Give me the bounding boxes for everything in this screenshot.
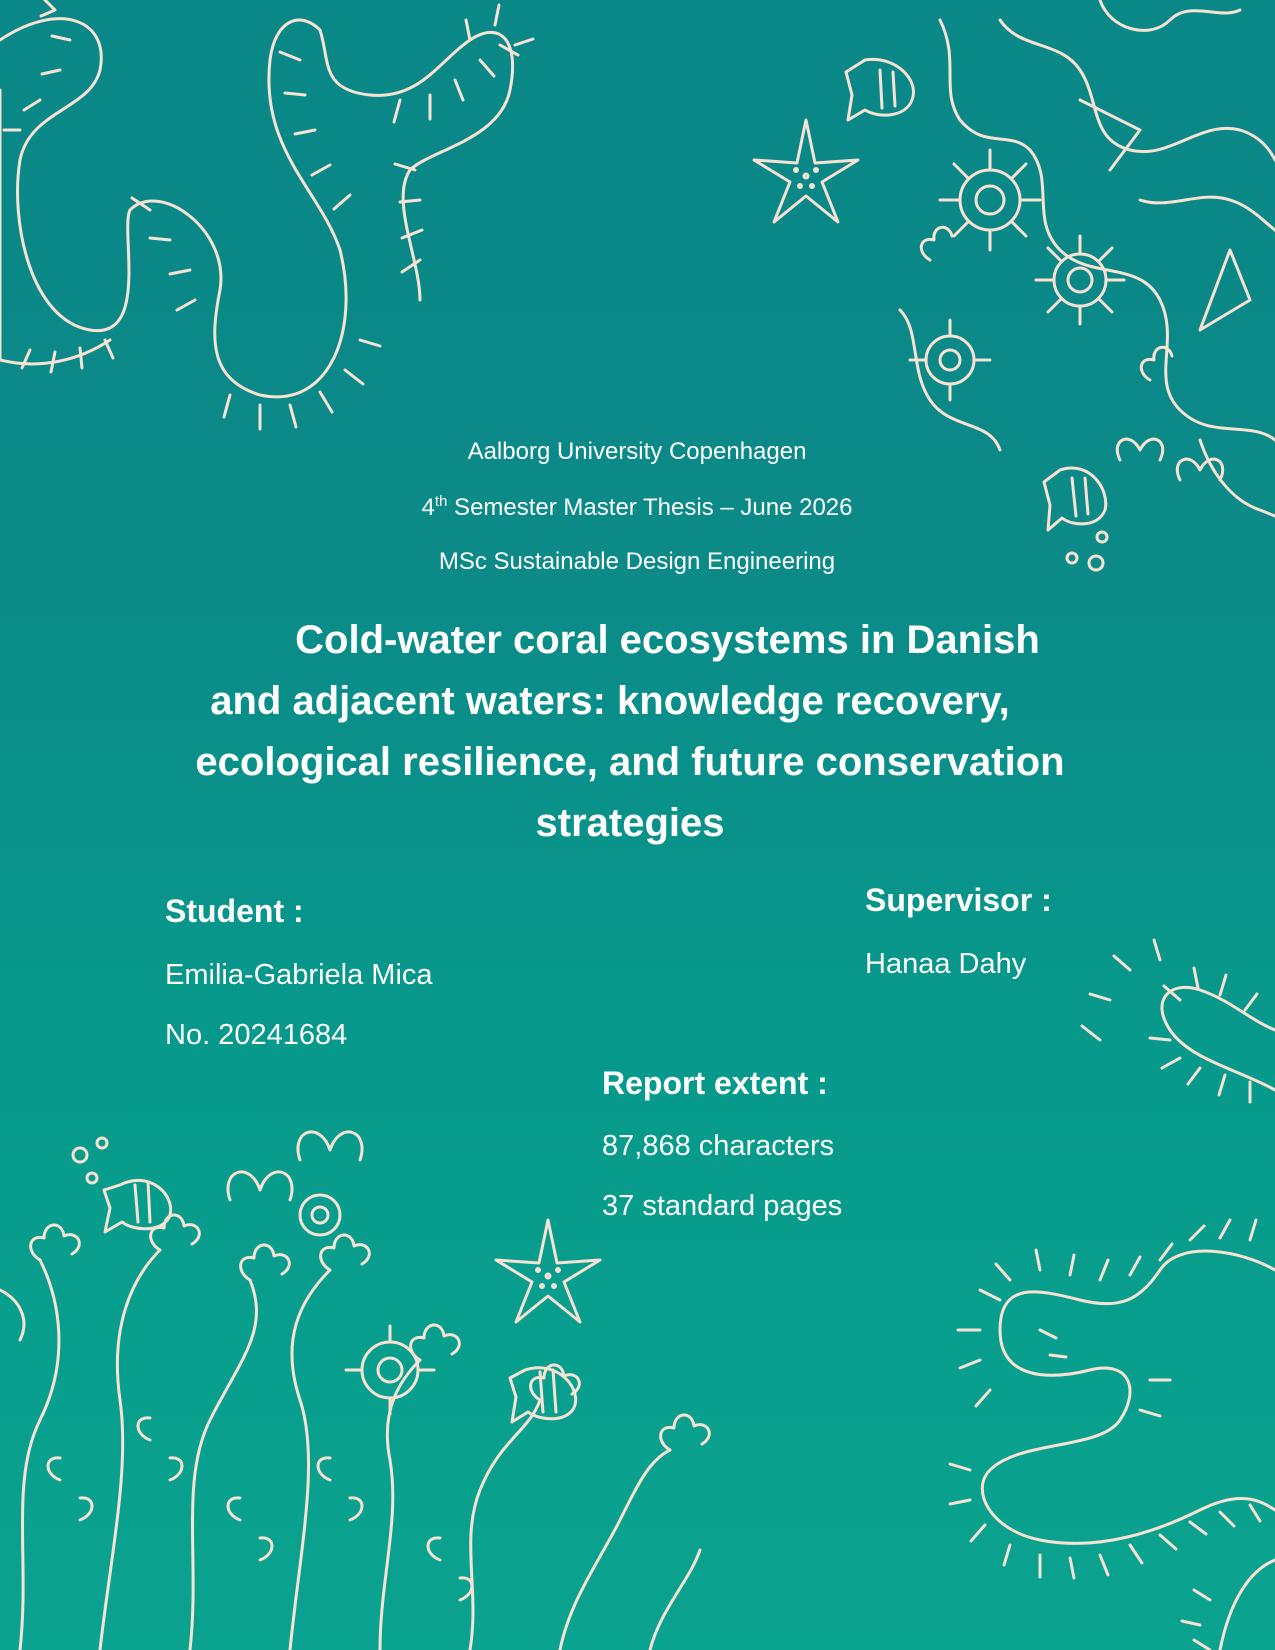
tube-coral-top-left-icon: [0, 0, 533, 429]
thesis-title: [120, 610, 1140, 854]
starfish-bottom-icon: [496, 1220, 600, 1322]
supervisor-name: Hanaa Dahy: [865, 948, 1027, 980]
report-pages: 37 standard pages: [602, 1190, 843, 1222]
thesis-title-line-1: Cold-water coral ecosystems in Danish: [295, 618, 1040, 662]
semester-number: 4: [421, 494, 435, 521]
program-name: MSc Sustainable Design Engineering: [438, 548, 836, 575]
thesis-title-line-3: ecological resilience, and future conservation: [195, 740, 1065, 784]
fish-top-icon: [846, 59, 914, 120]
supervisor-heading: Supervisor :: [865, 882, 1052, 918]
starfish-top-icon: [754, 120, 858, 222]
thesis-title-line-4: strategies: [535, 801, 725, 845]
branching-coral-top-right-icon: [900, 0, 1275, 516]
student-number: No. 20241684: [165, 1019, 348, 1051]
semester-description: Semester Master Thesis – June 2026: [447, 494, 853, 521]
student-name: Emilia-Gabriela Mica: [165, 959, 433, 991]
semester-line: [337, 493, 937, 522]
report-extent-heading: Report extent :: [602, 1065, 828, 1101]
fish-bottom-left-icon: [73, 1138, 171, 1232]
fish-right-icon: [1044, 468, 1107, 570]
semester-ordinal-suffix: th: [434, 493, 448, 510]
tube-coral-bottom-right-icon: [950, 940, 1275, 1650]
university-name: Aalborg University Copenhagen: [467, 438, 807, 465]
report-characters: 87,868 characters: [602, 1130, 835, 1162]
student-heading: Student :: [165, 893, 304, 929]
thesis-title-line-2: and adjacent waters: knowledge recovery,: [210, 679, 1010, 723]
